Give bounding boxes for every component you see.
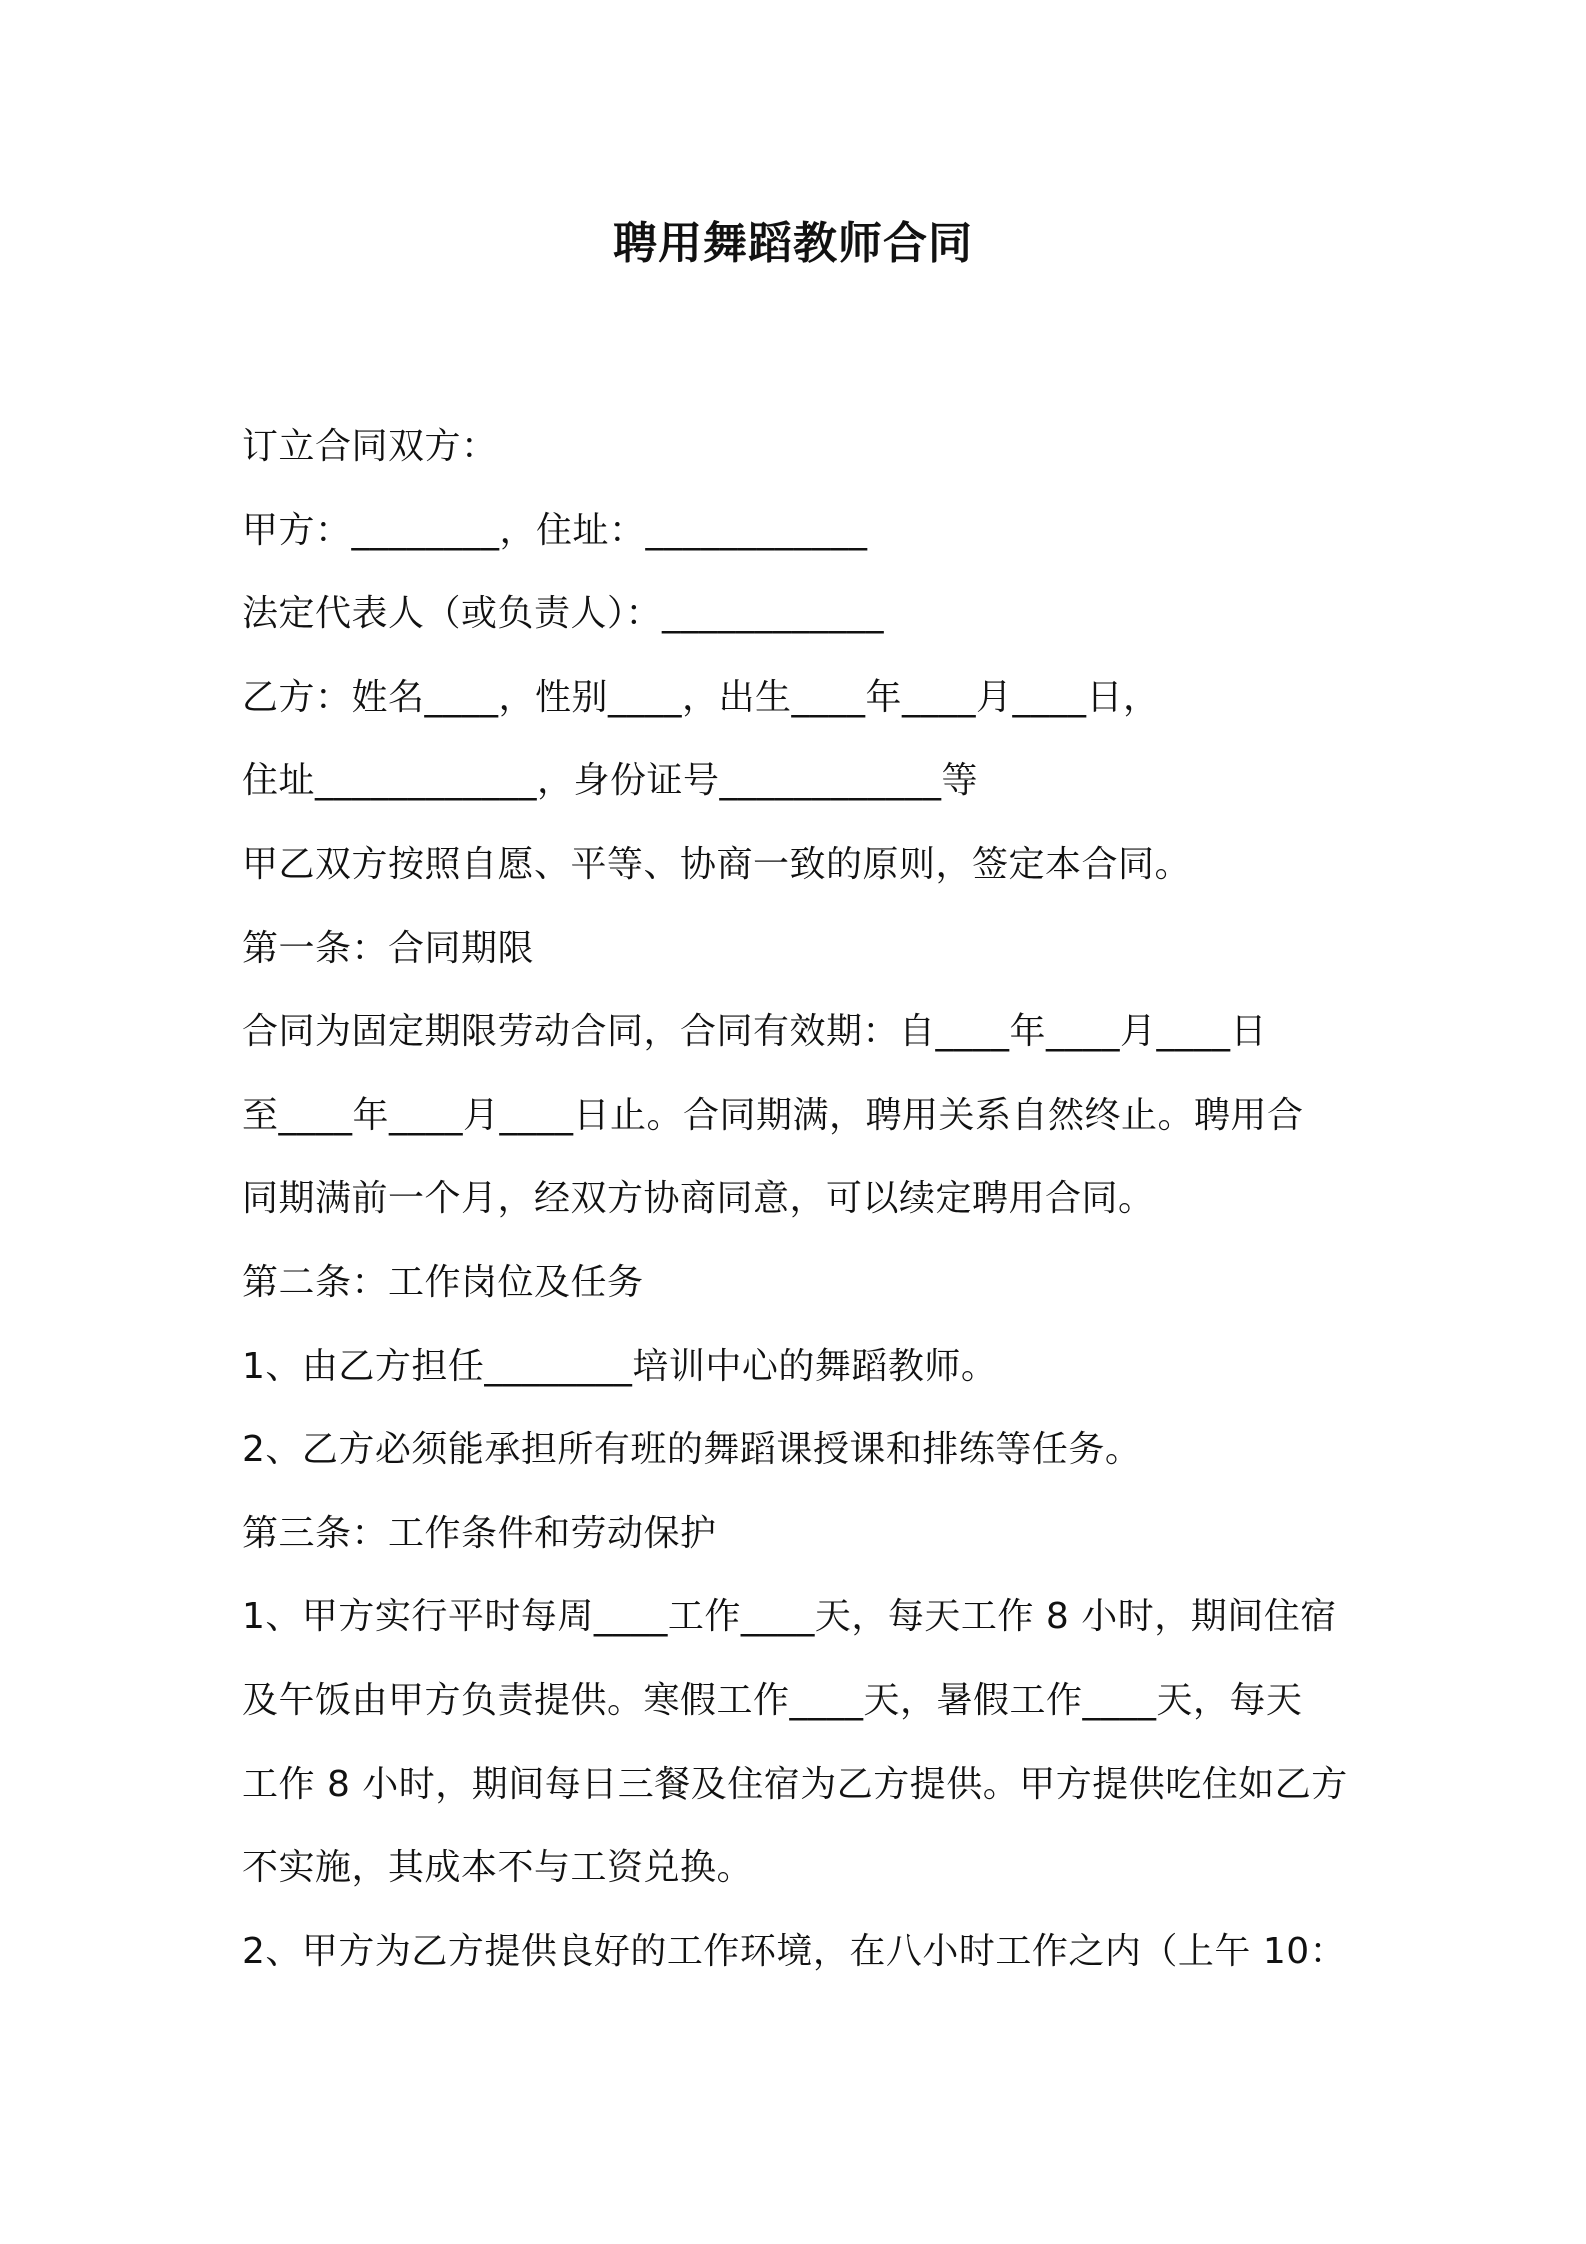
text-line-legal-representative: 法定代表人（或负责人）：____________ [242, 593, 885, 635]
contract-body [242, 405, 1360, 1993]
document-title: 聘用舞蹈教师合同 [613, 218, 973, 269]
text-line-conditions-3: 工作 8 小时，期间每日三餐及住宿为乙方提供。甲方提供吃住如乙方 [242, 1763, 1348, 1805]
text-line-position-1: 1、由乙方担任________培训中心的舞蹈教师。 [242, 1345, 998, 1387]
text-line-conditions-1: 1、甲方实行平时每周____工作____天，每天工作 8 小时，期间住宿 [242, 1596, 1337, 1638]
article-3-heading: 第三条：工作条件和劳动保护 [242, 1512, 717, 1554]
text-line-party-a: 甲方：________，住址：____________ [242, 509, 868, 551]
text-line-party-b-address: 住址____________，身份证号____________等 [242, 760, 979, 802]
article-1-heading: 第一条：合同期限 [242, 927, 535, 969]
text-line-principle: 甲乙双方按照自愿、平等、协商一致的原则，签定本合同。 [242, 843, 1192, 885]
text-line-term-3: 同期满前一个月，经双方协商同意，可以续定聘用合同。 [242, 1178, 1155, 1220]
text-line-term-2: 至____年____月____日止。合同期满，聘用关系自然终止。聘用合 [242, 1094, 1304, 1136]
text-line-term-1: 合同为固定期限劳动合同，合同有效期：自____年____月____日 [242, 1011, 1268, 1053]
text-line-conditions-5: 2、甲方为乙方提供良好的工作环境，在八小时工作之内（上午 10： [242, 1930, 1347, 1972]
text-line-conditions-4: 不实施，其成本不与工资兑换。 [242, 1847, 754, 1889]
article-2-heading: 第二条：工作岗位及任务 [242, 1261, 644, 1303]
text-line-conditions-2: 及午饭由甲方负责提供。寒假工作____天，暑假工作____天，每天 [242, 1679, 1303, 1721]
text-line-parties-heading: 订立合同双方： [242, 426, 498, 467]
text-line-position-2: 2、乙方必须能承担所有班的舞蹈课授课和排练等任务。 [242, 1429, 1142, 1471]
text-line-party-b: 乙方：姓名____，性别____，出生____年____月____日， [242, 676, 1160, 718]
